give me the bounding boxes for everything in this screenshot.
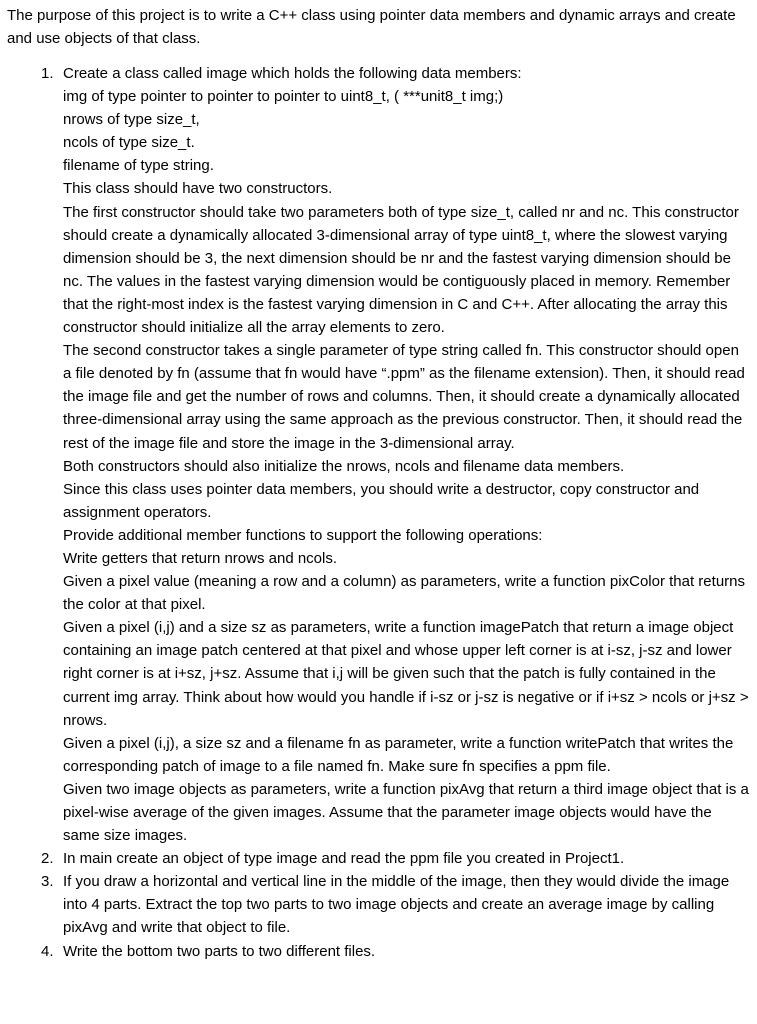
list-line: The first constructor should take two parameters both of type size_t, called nr and nc. This constructor should create a dynamically allocated 3-dimensional array of type uint8_t, where the slowest varying dimension should be 3, the next dimension should be nr and the fastest varying dimension should be nc. The values in the fastest varying dimension would be contiguously placed in memory. Remember that the right-most index is the fastest varying dimension in C and C++. After allocating the array this constructor should initialize all the array elements to zero. (63, 203, 739, 337)
list-line: ncols of type size_t. (63, 134, 195, 152)
list-line: Given a pixel (i,j), a size sz and a filename fn as parameter, write a function writePatch that writes the corresponding patch of image to a file named fn. Make sure fn specifies a ppm file. (63, 734, 734, 775)
list-line: Provide additional member functions to support the following operations: (63, 526, 543, 544)
list-number: 3. (41, 873, 54, 891)
list-line: Given two image objects as parameters, write a function pixAvg that return a third image object that is a pixel-wise average of the given images. Assume that the parameter image objects would have the same size images. (63, 780, 749, 845)
list-item-body (63, 62, 749, 847)
list-line: Create a class called image which holds the following data members: (63, 65, 522, 82)
list-line: Given a pixel value (meaning a row and a column) as parameters, write a function pixColor that returns the color at that pixel. (63, 573, 745, 614)
list-line: Given a pixel (i,j) and a size sz as parameters, write a function imagePatch that return a image object containing an image patch centered at that pixel and whose upper left corner is at i-sz, j-sz and lower right corner is at i+sz, j+sz. Assume that i,j will be given such that the patch is fully contained in the current img array. Think about how would you handle if i-sz or j-sz is negative or if i+sz > ncols or j+sz > nrows. (63, 619, 749, 729)
list-line: Since this class uses pointer data members, you should write a destructor, copy constructor and assignment operators. (63, 480, 700, 521)
list-item-body (63, 847, 749, 870)
list-line: This class should have two constructors. (63, 180, 333, 198)
task-list (7, 62, 749, 963)
list-line: Write the bottom two parts to two different files. (63, 942, 376, 960)
list-line: Write getters that return nrows and ncols. (63, 549, 338, 567)
list-number: 4. (41, 942, 54, 960)
list-line: In main create an object of type image and read the ppm file you created in Project1. (63, 850, 625, 868)
list-line: img of type pointer to pointer to pointer to uint8_t, ( ***unit8_t img;) (63, 88, 504, 106)
list-number: 1. (41, 65, 54, 82)
list-item-3 (7, 870, 749, 939)
list-line: The second constructor takes a single parameter of type string called fn. This constructor should open a file denoted by fn (assume that fn would have “.ppm” as the filename extension). Then, it should read the image file and get the number of rows and columns. Then, it should create a dynamically allocated three-dimensional array using the same approach as the previous constructor. Then, it should read the rest of the image file and store the image in the 3-dimensional array. (63, 342, 745, 452)
list-line: filename of type string. (63, 157, 214, 175)
list-item-body (63, 870, 749, 939)
list-item-2 (7, 847, 749, 870)
list-item-4 (7, 940, 749, 963)
list-number: 2. (41, 850, 54, 868)
intro-paragraph: The purpose of this project is to write a C++ class using pointer data members and dynamic arrays and create and use objects of that class. (7, 7, 736, 47)
list-item-body (63, 940, 749, 963)
list-line: Both constructors should also initialize the nrows, ncols and filename data members. (63, 457, 625, 475)
list-line: nrows of type size_t, (63, 111, 200, 129)
list-line: If you draw a horizontal and vertical line in the middle of the image, then they would divide the image into 4 parts. Extract the top two parts to two image objects and create an average image by calling pixAvg and write that object to file. (63, 873, 730, 937)
list-item-1 (7, 62, 749, 847)
